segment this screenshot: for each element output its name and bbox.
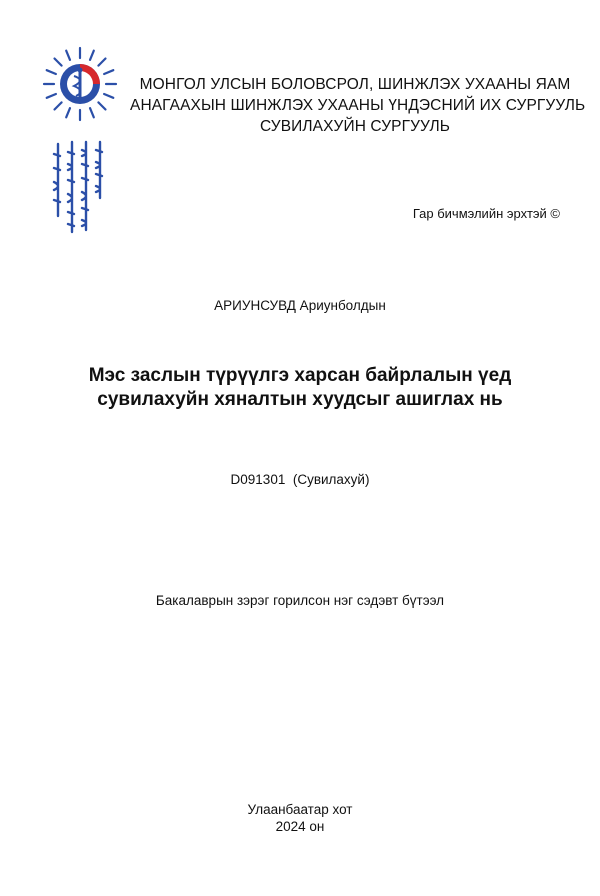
university-logo (40, 44, 120, 124)
university-logo-emblem (40, 44, 120, 124)
program-code: D091301 (Сувилахуй) (230, 472, 370, 487)
copyright-notice: Гар бичмэлийн эрхтэй © (412, 206, 560, 221)
mongolian-script-emblem-text (40, 138, 120, 236)
year: 2024 он (275, 819, 325, 834)
school-name: СУВИЛАХУЙН СУРГУУЛЬ (259, 118, 451, 135)
university-name: АНАГААХЫН ШИНЖЛЭХ УХААНЫ ҮНДЭСНИЙ ИХ СУРГУУЛЬ (130, 97, 586, 114)
place: Улаанбаатар хот (247, 802, 353, 817)
thesis-title-line2: сувилахуйн хяналтын хуудсыг ашиглах нь (97, 389, 503, 410)
place-and-year (0, 801, 600, 835)
author-name: АРИУНСУВД Ариунболдын (214, 298, 386, 313)
degree-statement: Бакалаврын зэрэг горилсон нэг сэдэвт бүтээл (155, 593, 445, 608)
ministry-name: МОНГОЛ УЛСЫН БОЛОВСРОЛ, ШИНЖЛЭХ УХААНЫ ЯАМ (139, 76, 571, 93)
thesis-title-line1: Мэс заслын түрүүлгэ харсан байрлалын үед (88, 365, 512, 386)
institution-header (130, 74, 586, 137)
thesis-title (0, 364, 600, 412)
